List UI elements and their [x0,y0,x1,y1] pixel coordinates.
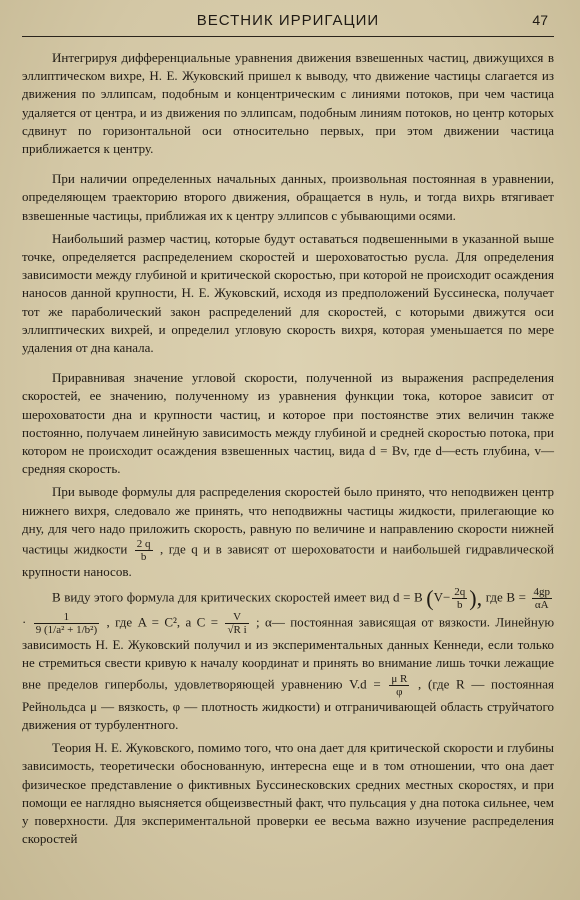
multiplication-dot: · [22,614,27,630]
fraction-numerator: 2 q [136,538,151,551]
paragraph-6-text-d: ; α— постоянная зависящая от вязкости. Линейную зависимость Н. Е. Жуковский получил и из экспериментальных данных Кеннеди, если только не стремиться свести кривую к началу координат и принять во внимание лишь точки лежащие вне пределов гиперболы, удовлетворяющей уравнению V.d = [22,614,555,692]
fraction-2q-over-b [135,538,153,563]
paragraph-6-text-b: где B = [485,589,526,605]
paragraph-2: При наличии определенных начальных данных, произвольная постоянная в уравнении, определяющем траекторию второго движения, обращается в нуль, и тогда вихрь втягивает взвешенные частицы, приближая их к центру эллипсов с убывающими осями. [22,171,554,223]
page-number: 47 [532,12,548,28]
fraction-v-over-sqrt-ri [225,611,248,636]
running-header [22,10,554,37]
fraction-numerator: 4gp [533,586,551,599]
fraction-denominator: b [140,551,147,564]
fraction-one-over-nine [34,611,99,636]
paragraph-6-text-e: , (где R — постоянная Рейнольдса μ — вязкость, φ — плотность жидкости) и отграничивающей область струйчатого движения от турбулентного. [22,676,555,732]
paragraph-7: Теория Н. Е. Жуковского, помимо того, что она дает для критической скорости и глубины зависимость, теоретически обоснованную, интересна еще и в том отношении, что она дает физическое представление о фиктивных Буссинесковских средних местных скоростях, и при помощи ее наглядно выясняется общеизвестный факт, что пульсация у дна потока сильнее, чем у поверхности. Для экспериментальной проверки ее весьма важно изучение распределения скоростей [22,740,554,847]
paragraph-6 [22,586,554,734]
paragraph-1: Интегрируя дифференциальные уравнения движения взвешенных частиц, движущихся в эллиптическом вихре, Н. Е. Жуковский пришел к выводу, что движение частицы слагается из движения по эллипсам, подобным и концентрическим с линиями потоков, при чем частица удаляется от центра, и из движения по эллипсам, подобным линиям потоков, но центр которых сдвинут по горизонтальной оси относительно первых, при этом движении частица приближается к центру. [22,50,554,157]
fraction-2q-b-inline [452,586,467,611]
formula-paren-close: ), [469,585,483,611]
fraction-denominator: √R i [227,624,247,637]
paragraph-3: Наибольший размер частиц, которые будут оставаться подвешенными в указанной выше точке, определяется распределением скоростей и шероховатостью русла. Для определения зависимости между глубиной и критической скоростью, при которой не происходит осаждения наносов данной крупности, Н. Е. Жуковский, исходя из предположений Буссинеска, получает тот же параболический закон распределений для скоростей, с которыми движутся оси эллиптических вихрей, и определил угловую скорость вихря, которая уменьшается по мере удаления от дна канала. [22,230,554,356]
fraction-numerator: 2q [454,586,466,599]
paragraph-5-text-a: При выводе формулы для распределения скоростей было принято, что неподвижен центр нижнего вихря, следовало же принять, что неподвижны частицы жидкости, прилегающие ко дну, для чего надо приложить скорость, равную по величине и направлению скорости нижней частицы жидкости [22,484,554,557]
fraction-denominator: 9 (1/a² + 1/b²) [35,624,98,637]
paragraph-6-text-c: , где A = C², а C = [106,614,219,630]
paragraph-5-text-b: , где q и в зависят от шероховатости и наибольшей гидравлической крупности наносов. [22,541,554,580]
formula-paren-open: ( [426,585,434,611]
fraction-denominator: αA [534,599,549,612]
fraction-4gp-over-alphaA [532,586,553,611]
fraction-numerator: V [225,611,248,624]
fraction-denominator: φ [396,685,403,698]
article-body [22,37,554,848]
fraction-numerator: μ R [391,672,408,685]
journal-title: ВЕСТНИК ИРРИГАЦИИ [196,12,380,29]
fraction-muR-over-phi [389,673,409,698]
paragraph-5 [22,483,554,581]
formula-v-minus: V− [433,589,451,605]
fraction-numerator: 1 [34,611,99,624]
paragraph-6-text-a: В виду этого формула для критических скоростей имеет вид d = B [52,589,423,605]
paragraph-4: Приравнивая значение угловой скорости, полученной из выражения распределения скоростей, ее значению, полученному из уравнения функции тока, которое зависит от шероховатости дна и крупности частиц, и которое при постоянстве этих величин также постоянно, получаем линейную зависимость между глубиной и средней скоростью потока, при котором не происходит осаждения взвешенных частиц, вида d = Bv, где d—есть глубина, v—средняя скорость. [22,370,554,477]
fraction-denominator: b [457,599,463,612]
